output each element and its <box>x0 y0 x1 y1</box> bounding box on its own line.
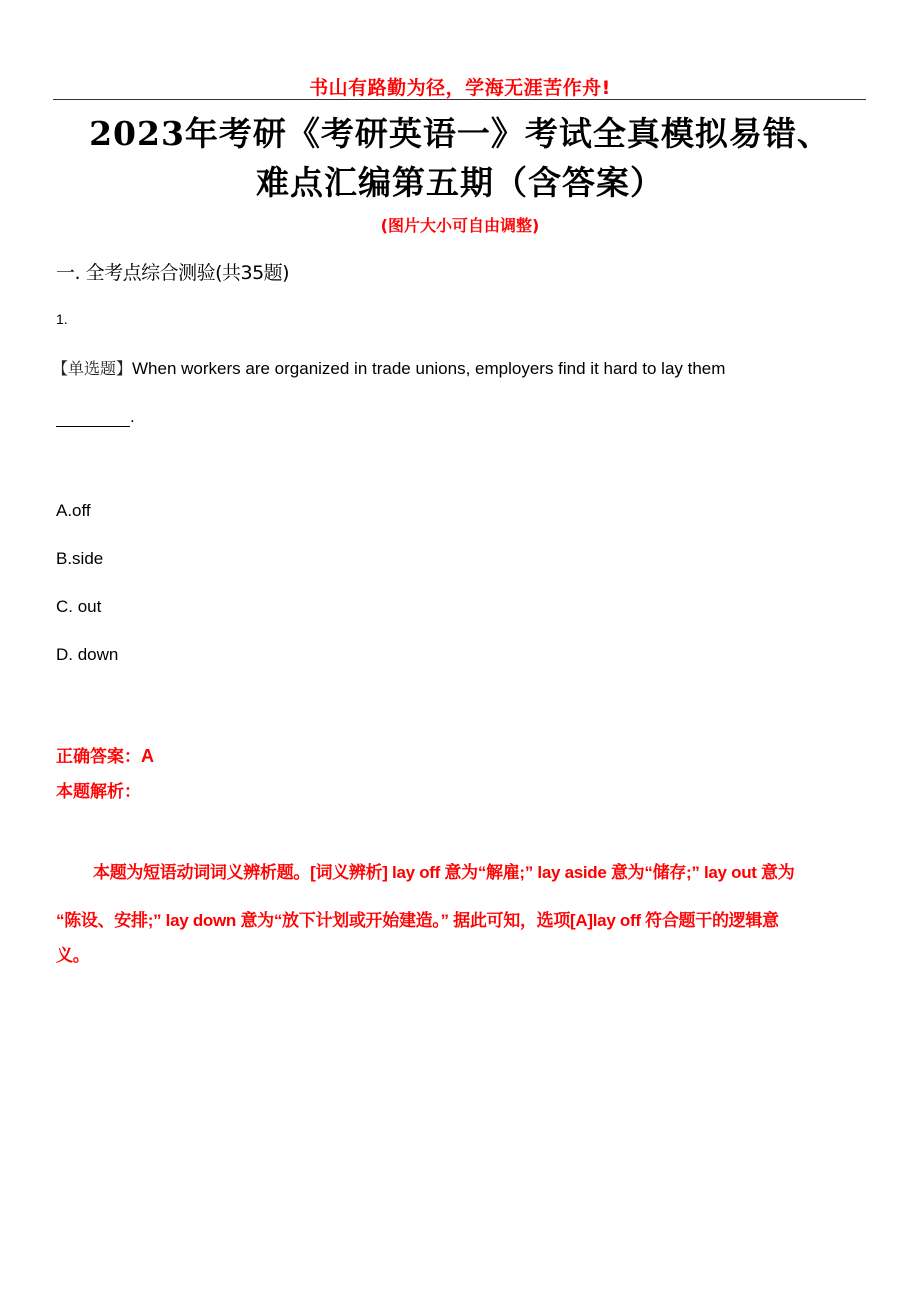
option-b: B.side <box>56 549 104 568</box>
blank-suffix: . <box>130 407 135 426</box>
option-d: D. down <box>56 645 119 664</box>
question-stem <box>52 356 725 379</box>
correct-answer <box>56 742 154 767</box>
question-number: 1. <box>56 311 68 327</box>
analysis-line-2: “陈设、安排;” lay down 意为“放下计划或开始建造。” 据此可知，选项[A]lay off 符合题干的逻辑意 <box>56 911 779 930</box>
image-resize-note: (图片大小可自由调整) <box>380 216 540 235</box>
analysis-line-3: 义。 <box>56 946 90 965</box>
question-stem-text: When workers are organized in trade unions, employers find it hard to lay them <box>132 359 726 378</box>
option-c: C. out <box>56 597 102 616</box>
correct-answer-value: A <box>141 746 154 766</box>
answer-blank <box>56 407 135 427</box>
header-divider <box>53 99 866 100</box>
option-a: A.off <box>56 501 91 520</box>
blank-line <box>56 410 130 427</box>
motto-banner: 书山有路勤为径，学海无涯苦作舟! <box>309 77 611 99</box>
document-title-line-2: 难点汇编第五期（含答案） <box>256 163 664 202</box>
correct-answer-label: 正确答案： <box>56 747 141 767</box>
analysis-label: 本题解析： <box>56 782 141 802</box>
section-heading: 一. 全考点综合测验(共35题) <box>56 262 290 284</box>
document-title-line-1: 2023年考研《考研英语一》考试全真模拟易错、 <box>89 114 831 153</box>
analysis-line-1: 本题为短语动词词义辨析题。[词义辨析] lay off 意为“解雇;” lay aside 意为“储存;” lay out 意为 <box>93 863 795 882</box>
question-type-tag: 【单选题】 <box>52 359 133 378</box>
